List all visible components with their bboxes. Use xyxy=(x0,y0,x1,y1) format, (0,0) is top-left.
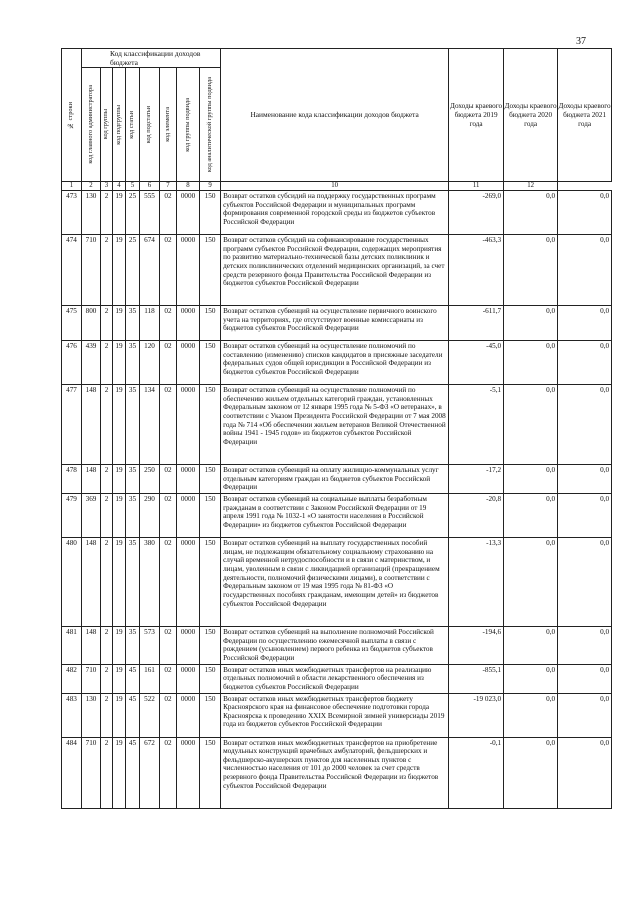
row-number-cell: 481 xyxy=(62,627,82,665)
income-2021-cell: 0,0 xyxy=(558,627,612,665)
column-numbers-row xyxy=(62,182,612,191)
row-number-cell: 474 xyxy=(62,235,82,306)
subgroup-code-cell: 19 xyxy=(113,538,126,627)
column-number: 7 xyxy=(160,182,177,191)
column-number: 1 xyxy=(62,182,82,191)
subgroup-code-cell: 19 xyxy=(113,693,126,737)
group-code-cell: 2 xyxy=(101,627,113,665)
header-name: Наименование кода классификации доходов бюджета xyxy=(221,49,449,182)
row-number-cell: 473 xyxy=(62,191,82,235)
income-2021-cell: 0,0 xyxy=(558,538,612,627)
row-number-cell: 482 xyxy=(62,664,82,693)
column-number: 5 xyxy=(126,182,140,191)
header-element-code: код элемента xyxy=(160,68,177,182)
header-row-number: № строки xyxy=(62,49,82,182)
income-2021-cell: 0,0 xyxy=(558,385,612,465)
column-number: 12 xyxy=(504,182,558,191)
subarticle-code-cell: 555 xyxy=(140,191,160,235)
income-2019-cell: -855,1 xyxy=(449,664,504,693)
income-2021-cell: 0,0 xyxy=(558,494,612,538)
income-name-cell: Возврат остатков иных межбюджетных трансфертов бюджету Красноярского края на финансовое обеспечение подготовки города Красноярска к проведению XXIX Всемирной зимней универсиады 2019 года из бюджетов субъектов Российской Федерации xyxy=(221,693,449,737)
article-code-cell: 45 xyxy=(126,693,140,737)
subgroup-code-cell: 19 xyxy=(113,737,126,808)
subarticle-code-cell: 380 xyxy=(140,538,160,627)
income-2020-cell: 0,0 xyxy=(504,191,558,235)
income-name-cell: Возврат остатков иных межбюджетных трансфертов на приобретение модульных конструкций врачебных амбулаторий, фельдшерских и фельдшерско-акушерских пунктов для населенных пунктов с численностью населения от 101 до 2000 человек за счет средств резервного фонда Правительства Российской Федерации из бюджетов субъектов Российской Федерации xyxy=(221,737,449,808)
analytic-group-code-cell: 150 xyxy=(200,538,221,627)
element-code-cell: 02 xyxy=(160,235,177,306)
subgroup-code-cell: 19 xyxy=(113,235,126,306)
row-number-cell: 484 xyxy=(62,737,82,808)
income-2021-cell: 0,0 xyxy=(558,341,612,385)
subtype-group-code-cell: 0000 xyxy=(177,385,200,465)
element-code-cell: 02 xyxy=(160,737,177,808)
admin-code-cell: 148 xyxy=(82,538,101,627)
column-number: 9 xyxy=(200,182,221,191)
group-code-cell: 2 xyxy=(101,693,113,737)
income-2019-cell: -5,1 xyxy=(449,385,504,465)
row-number-cell: 483 xyxy=(62,693,82,737)
analytic-group-code-cell: 150 xyxy=(200,191,221,235)
income-name-cell: Возврат остатков субсидий на софинансирование государственных программ субъектов Российской Федерации, содержащих мероприятия по развитию материально-технической базы детских поликлиник и детских поликлинических отделений медицинских организаций, за счет средств резервного фонда Правительства Российской Федерации из бюджетов субъектов Российской Федерации xyxy=(221,235,449,306)
subarticle-code-cell: 290 xyxy=(140,494,160,538)
analytic-group-code-cell: 150 xyxy=(200,737,221,808)
income-2019-cell: -269,0 xyxy=(449,191,504,235)
element-code-cell: 02 xyxy=(160,465,177,494)
group-code-cell: 2 xyxy=(101,538,113,627)
article-code-cell: 35 xyxy=(126,538,140,627)
analytic-group-code-cell: 150 xyxy=(200,341,221,385)
subtype-group-code-cell: 0000 xyxy=(177,737,200,808)
subgroup-code-cell: 19 xyxy=(113,306,126,341)
income-2021-cell: 0,0 xyxy=(558,306,612,341)
subtype-group-code-cell: 0000 xyxy=(177,627,200,665)
column-number: 2 xyxy=(82,182,101,191)
subgroup-code-cell: 19 xyxy=(113,627,126,665)
table-row xyxy=(62,693,612,737)
income-2019-cell: -0,1 xyxy=(449,737,504,808)
subtype-group-code-cell: 0000 xyxy=(177,664,200,693)
column-number: 6 xyxy=(140,182,160,191)
admin-code-cell: 148 xyxy=(82,465,101,494)
group-code-cell: 2 xyxy=(101,191,113,235)
article-code-cell: 25 xyxy=(126,191,140,235)
subtype-group-code-cell: 0000 xyxy=(177,693,200,737)
article-code-cell: 35 xyxy=(126,465,140,494)
admin-code-cell: 439 xyxy=(82,341,101,385)
admin-code-cell: 130 xyxy=(82,191,101,235)
element-code-cell: 02 xyxy=(160,494,177,538)
income-name-cell: Возврат остатков субвенций на выплату государственных пособий лицам, не подлежащим обязательному социальному страхованию на случай временной нетрудоспособности и в связи с материнством, и лицам, уволенным в связи с ликвидацией организаций (прекращением деятельности, полномочий физическими лицами), в соответствии с Федеральным законом от 19 мая 1995 года № 81-ФЗ «О государственных пособиях гражданам, имеющим детей» из бюджетов субъектов Российской Федерации xyxy=(221,538,449,627)
table-row xyxy=(62,627,612,665)
subtype-group-code-cell: 0000 xyxy=(177,306,200,341)
header-income-2019: Доходы краевого бюджета 2019 года xyxy=(449,49,504,182)
analytic-group-code-cell: 150 xyxy=(200,385,221,465)
income-2019-cell: -13,3 xyxy=(449,538,504,627)
header-group-code: код группы xyxy=(101,68,113,182)
admin-code-cell: 130 xyxy=(82,693,101,737)
subgroup-code-cell: 19 xyxy=(113,385,126,465)
analytic-group-code-cell: 150 xyxy=(200,235,221,306)
income-2020-cell: 0,0 xyxy=(504,465,558,494)
column-number: 10 xyxy=(221,182,449,191)
row-number-cell: 479 xyxy=(62,494,82,538)
income-2020-cell: 0,0 xyxy=(504,737,558,808)
table-row xyxy=(62,465,612,494)
column-number: 4 xyxy=(113,182,126,191)
income-2021-cell: 0,0 xyxy=(558,664,612,693)
analytic-group-code-cell: 150 xyxy=(200,664,221,693)
admin-code-cell: 710 xyxy=(82,664,101,693)
income-2019-cell: -45,0 xyxy=(449,341,504,385)
income-2021-cell: 0,0 xyxy=(558,693,612,737)
table-row xyxy=(62,341,612,385)
subarticle-code-cell: 118 xyxy=(140,306,160,341)
income-2020-cell: 0,0 xyxy=(504,693,558,737)
income-2020-cell: 0,0 xyxy=(504,235,558,306)
table-row xyxy=(62,191,612,235)
element-code-cell: 02 xyxy=(160,191,177,235)
element-code-cell: 02 xyxy=(160,693,177,737)
table-row xyxy=(62,235,612,306)
element-code-cell: 02 xyxy=(160,341,177,385)
element-code-cell: 02 xyxy=(160,627,177,665)
article-code-cell: 45 xyxy=(126,664,140,693)
header-analytic-group-code: код аналитической группы подвида xyxy=(200,68,221,182)
row-number-cell: 480 xyxy=(62,538,82,627)
group-code-cell: 2 xyxy=(101,235,113,306)
table-row xyxy=(62,664,612,693)
subarticle-code-cell: 672 xyxy=(140,737,160,808)
table-row xyxy=(62,737,612,808)
element-code-cell: 02 xyxy=(160,385,177,465)
subtype-group-code-cell: 0000 xyxy=(177,465,200,494)
income-name-cell: Возврат остатков субвенций на осуществление первичного воинского учета на территориях, где отсутствуют военные комиссариаты из бюджетов субъектов Российской Федерации xyxy=(221,306,449,341)
article-code-cell: 35 xyxy=(126,385,140,465)
analytic-group-code-cell: 150 xyxy=(200,693,221,737)
header-admin-code: код главного администратора xyxy=(82,68,101,182)
analytic-group-code-cell: 150 xyxy=(200,465,221,494)
table-row xyxy=(62,385,612,465)
admin-code-cell: 800 xyxy=(82,306,101,341)
admin-code-cell: 148 xyxy=(82,385,101,465)
element-code-cell: 02 xyxy=(160,664,177,693)
subtype-group-code-cell: 0000 xyxy=(177,538,200,627)
subarticle-code-cell: 134 xyxy=(140,385,160,465)
group-code-cell: 2 xyxy=(101,385,113,465)
income-name-cell: Возврат остатков субсидий на поддержку государственных программ субъектов Российской Федерации и муниципальных программ формирования современной городской среды из бюджетов субъектов Российской Федерации xyxy=(221,191,449,235)
subtype-group-code-cell: 0000 xyxy=(177,191,200,235)
table-row xyxy=(62,306,612,341)
header-article-code: код статьи xyxy=(126,68,140,182)
income-2019-cell: -17,2 xyxy=(449,465,504,494)
group-code-cell: 2 xyxy=(101,306,113,341)
group-code-cell: 2 xyxy=(101,341,113,385)
group-code-cell: 2 xyxy=(101,737,113,808)
column-number: 8 xyxy=(177,182,200,191)
header-income-2021: Доходы краевого бюджета 2021 года xyxy=(558,49,612,182)
subarticle-code-cell: 522 xyxy=(140,693,160,737)
subarticle-code-cell: 573 xyxy=(140,627,160,665)
income-2020-cell: 0,0 xyxy=(504,385,558,465)
row-number-cell: 475 xyxy=(62,306,82,341)
admin-code-cell: 710 xyxy=(82,235,101,306)
subarticle-code-cell: 250 xyxy=(140,465,160,494)
column-number: 3 xyxy=(101,182,113,191)
income-2021-cell: 0,0 xyxy=(558,465,612,494)
header-subtype-group-code: код группы подвида xyxy=(177,68,200,182)
income-2020-cell: 0,0 xyxy=(504,306,558,341)
income-2019-cell: -463,3 xyxy=(449,235,504,306)
analytic-group-code-cell: 150 xyxy=(200,306,221,341)
page-number: 37 xyxy=(576,36,586,47)
income-2021-cell: 0,0 xyxy=(558,235,612,306)
subgroup-code-cell: 19 xyxy=(113,664,126,693)
row-number-cell: 478 xyxy=(62,465,82,494)
column-number: 11 xyxy=(449,182,504,191)
analytic-group-code-cell: 150 xyxy=(200,494,221,538)
income-2020-cell: 0,0 xyxy=(504,341,558,385)
income-2019-cell: -611,7 xyxy=(449,306,504,341)
subgroup-code-cell: 19 xyxy=(113,341,126,385)
subtype-group-code-cell: 0000 xyxy=(177,235,200,306)
article-code-cell: 35 xyxy=(126,627,140,665)
income-name-cell: Возврат остатков субвенций на осуществление полномочий по обеспечению жильем отдельных категорий граждан, установленных Федеральным законом от 12 января 1995 года № 5-ФЗ «О ветеранах», в соответствии с Указом Президента Российской Федерации от 7 мая 2008 года № 714 «Об обеспечении жильем ветеранов Великой Отечественной войны 1941 - 1945 годов» из бюджетов субъектов Российской Федерации xyxy=(221,385,449,465)
income-table xyxy=(61,48,612,809)
subgroup-code-cell: 19 xyxy=(113,465,126,494)
income-2020-cell: 0,0 xyxy=(504,627,558,665)
subgroup-code-cell: 19 xyxy=(113,191,126,235)
subtype-group-code-cell: 0000 xyxy=(177,341,200,385)
subtype-group-code-cell: 0000 xyxy=(177,494,200,538)
income-2021-cell: 0,0 xyxy=(558,191,612,235)
subgroup-code-cell: 19 xyxy=(113,494,126,538)
article-code-cell: 25 xyxy=(126,235,140,306)
income-2019-cell: -20,8 xyxy=(449,494,504,538)
income-2020-cell: 0,0 xyxy=(504,664,558,693)
group-code-cell: 2 xyxy=(101,494,113,538)
income-2021-cell: 0,0 xyxy=(558,737,612,808)
income-name-cell: Возврат остатков субвенций на выполнение полномочий Российской Федерации по осуществлению ежемесячной выплаты в связи с рождением (усыновлением) первого ребенка из бюджетов субъектов Российской Федерации xyxy=(221,627,449,665)
table-row xyxy=(62,494,612,538)
subarticle-code-cell: 120 xyxy=(140,341,160,385)
article-code-cell: 35 xyxy=(126,341,140,385)
admin-code-cell: 369 xyxy=(82,494,101,538)
row-number-cell: 477 xyxy=(62,385,82,465)
table-row xyxy=(62,538,612,627)
article-code-cell: 35 xyxy=(126,306,140,341)
group-code-cell: 2 xyxy=(101,465,113,494)
subarticle-code-cell: 674 xyxy=(140,235,160,306)
element-code-cell: 02 xyxy=(160,538,177,627)
income-name-cell: Возврат остатков субвенций на социальные выплаты безработным гражданам в соответствии с Законом Российской Федерации от 19 апреля 1991 года № 1032-1 «О занятости населения в Российской Федерации» из бюджетов субъектов Российской Федерации xyxy=(221,494,449,538)
header-subgroup-code: код подгруппы xyxy=(113,68,126,182)
admin-code-cell: 148 xyxy=(82,627,101,665)
income-2019-cell: -194,6 xyxy=(449,627,504,665)
header-income-2020: Доходы краевого бюджета 2020 года xyxy=(504,49,558,182)
income-name-cell: Возврат остатков субвенций на осуществление полномочий по составлению (изменению) списков кандидатов в присяжные заседатели федеральных судов общей юрисдикции в Российской Федерации из бюджетов субъектов Российской Федерации xyxy=(221,341,449,385)
admin-code-cell: 710 xyxy=(82,737,101,808)
income-2019-cell: -19 023,0 xyxy=(449,693,504,737)
group-code-cell: 2 xyxy=(101,664,113,693)
income-name-cell: Возврат остатков иных межбюджетных трансфертов на реализацию отдельных полномочий в области лекарственного обеспечения из бюджетов субъектов Российской Федерации xyxy=(221,664,449,693)
article-code-cell: 35 xyxy=(126,494,140,538)
income-2020-cell: 0,0 xyxy=(504,538,558,627)
income-2020-cell: 0,0 xyxy=(504,494,558,538)
element-code-cell: 02 xyxy=(160,306,177,341)
article-code-cell: 45 xyxy=(126,737,140,808)
row-number-cell: 476 xyxy=(62,341,82,385)
header-classification-group: Код классификации доходов бюджета xyxy=(82,49,221,68)
income-name-cell: Возврат остатков субвенций на оплату жилищно-коммунальных услуг отдельным категориям граждан из бюджетов субъектов Российской Федерации xyxy=(221,465,449,494)
analytic-group-code-cell: 150 xyxy=(200,627,221,665)
header-subarticle-code: код подстатьи xyxy=(140,68,160,182)
subarticle-code-cell: 161 xyxy=(140,664,160,693)
